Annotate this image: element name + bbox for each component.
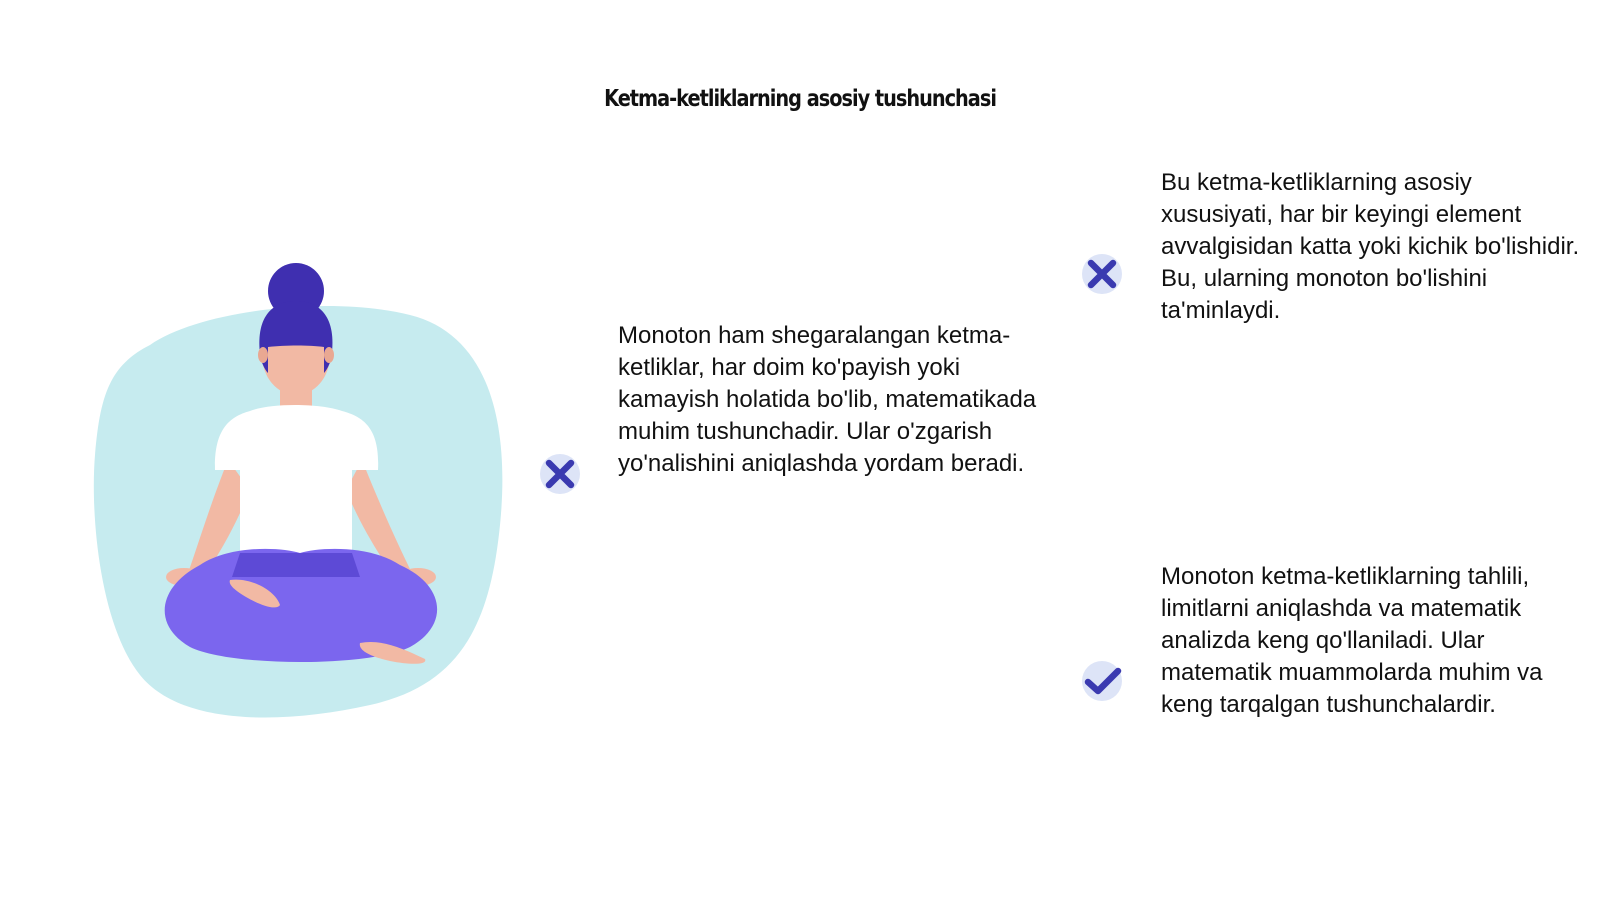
check-mark-icon — [1080, 659, 1124, 703]
meditating-woman-illustration — [80, 255, 520, 745]
left-ear — [258, 347, 268, 363]
right-ear — [324, 347, 334, 363]
bullet-text-2: Bu ketma-ketliklarning asosiy xususiyati, har bir keyingi element avvalgisidan katta yoki kichik bo'lishidir. Bu, ularning monoton bo'lishini ta'minlaydi. — [1161, 169, 1580, 324]
x-mark-icon — [538, 452, 582, 496]
waist — [232, 553, 360, 577]
bullet-text-3: Monoton ketma-ketliklarning tahlili, limitlarni aniqlashda va matematik analizda keng qo'llaniladi. Ular matematik muammolarda muhim va keng tarqalgan tushunchalardir. — [1161, 563, 1543, 718]
x-mark-icon — [1080, 252, 1124, 296]
slide-title: Ketma-ketliklarning asosiy tushunchasi — [604, 86, 996, 112]
bullet-text-1: Monoton ham shegaralangan ketma-ketliklar, har doim ko'payish yoki kamayish holatida bo'lib, matematikada muhim tushunchadir. Ular o'zgarish yo'nalishini aniqlashda yordam beradi. — [618, 322, 1037, 477]
